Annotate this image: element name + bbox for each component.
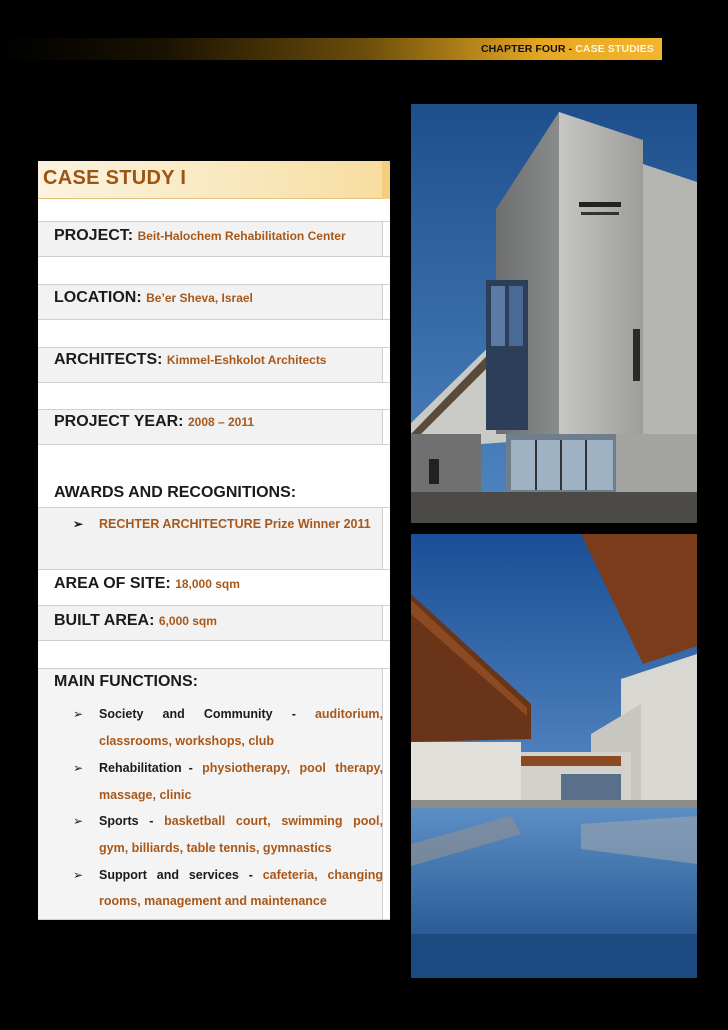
card-title-row xyxy=(38,161,390,199)
function-item: Society and Community - auditorium, xyxy=(99,707,383,721)
architects-row xyxy=(54,351,326,369)
architects-label: ARCHITECTS: xyxy=(54,351,163,368)
year-value: 2008 – 2011 xyxy=(187,415,255,429)
built-area-row xyxy=(54,612,217,630)
project-row xyxy=(54,227,346,245)
arrow-bullet-icon: ➢ xyxy=(73,517,84,531)
awards-row xyxy=(54,484,296,502)
function-item: Sports - basketball court, swimming pool, xyxy=(99,814,383,828)
arrow-bullet-icon: ➢ xyxy=(73,707,84,721)
arrow-bullet-icon: ➢ xyxy=(73,814,84,828)
built-area-label: BUILT AREA: xyxy=(54,612,155,629)
functions-label: MAIN FUNCTIONS: xyxy=(54,673,198,690)
awards-label: AWARDS AND RECOGNITIONS: xyxy=(54,484,297,501)
functions-band xyxy=(38,668,390,920)
courtyard-pool-photo xyxy=(411,534,697,978)
project-label: PROJECT: xyxy=(54,227,134,244)
function-item: Rehabilitation - physiotherapy, pool therapy, xyxy=(99,761,383,775)
section-label: CASE STUDIES xyxy=(575,43,654,55)
built-area-value: 6,000 sqm xyxy=(158,614,217,628)
function-item-cont: massage, clinic xyxy=(99,788,192,802)
location-value: Be’er Sheva, Israel xyxy=(146,291,253,305)
chapter-header-bar xyxy=(0,38,662,60)
function-item-cont: classrooms, workshops, club xyxy=(99,734,275,748)
chapter-label: CHAPTER FOUR - xyxy=(480,43,573,55)
arrow-bullet-icon: ➢ xyxy=(73,761,84,775)
card-title: CASE STUDY I xyxy=(43,167,187,189)
location-label: LOCATION: xyxy=(54,289,142,306)
function-item-cont: gym, billiards, table tennis, gymnastics xyxy=(99,841,332,855)
building-exterior-photo xyxy=(411,104,697,523)
location-row xyxy=(54,289,253,307)
area-site-label: AREA OF SITE: xyxy=(54,575,171,592)
award-item: ➢ RECHTER ARCHITECTURE Prize Winner 2011 xyxy=(73,517,371,531)
function-item-cont: rooms, management and maintenance xyxy=(99,894,327,908)
project-value: Beit-Halochem Rehabilitation Center xyxy=(137,229,346,243)
area-site-row xyxy=(54,575,240,593)
case-study-card xyxy=(38,161,390,919)
functions-row xyxy=(54,673,198,691)
arrow-bullet-icon: ➢ xyxy=(73,868,84,882)
year-row xyxy=(54,413,254,431)
area-site-value: 18,000 sqm xyxy=(175,577,240,591)
architects-value: Kimmel-Eshkolot Architects xyxy=(166,353,327,367)
year-label: PROJECT YEAR: xyxy=(54,413,184,430)
function-item: Support and services - cafeteria, changing xyxy=(99,868,383,882)
chapter-heading xyxy=(481,43,654,55)
